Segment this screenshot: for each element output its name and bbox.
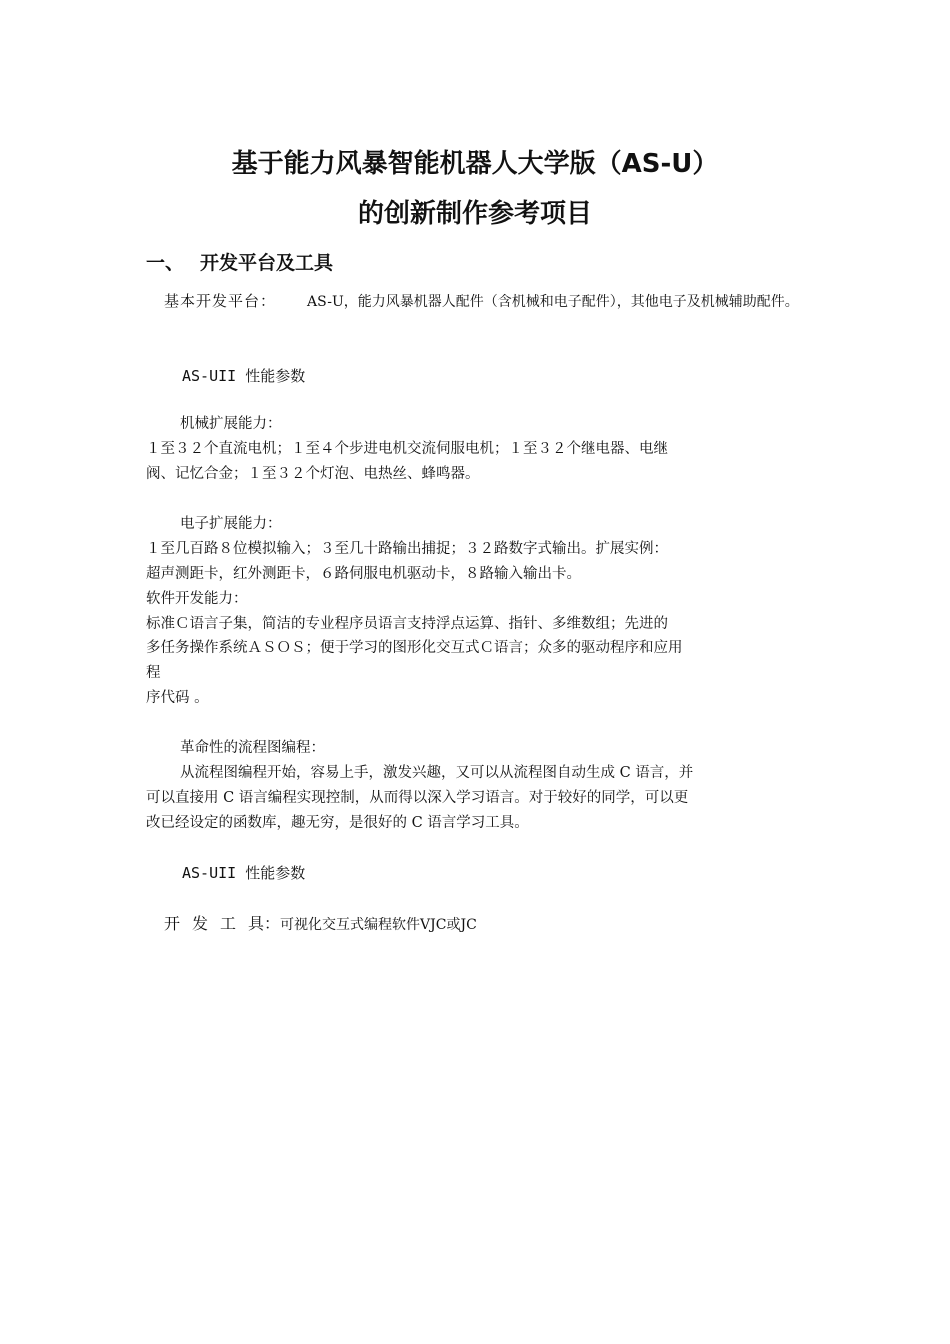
flowchart-line: 可以直接用 C 语言编程实现控制，从而得以深入学习语言。对于较好的同学，可以更 <box>146 790 689 806</box>
electronic-line: １至几百路８位模拟输入；３至几十路输出捕捉；３２路数字式输出。扩展实例： <box>146 541 668 557</box>
software-line: 标准Ｃ语言子集，简洁的专业程序员语言支持浮点运算、指针、多维数组；先进的 <box>146 616 668 632</box>
flowchart-line: 从流程图编程开始，容易上手，激发兴趣，又可以从流程图自动生成 C 语言，并 <box>180 765 694 781</box>
flowchart-heading: 革命性的流程图编程： <box>180 740 325 756</box>
section-title: 开发平台及工具 <box>200 252 334 274</box>
params-heading: AS-UII 性能参数 <box>182 367 306 385</box>
electronic-heading: 电子扩展能力： <box>180 516 282 532</box>
section-number: 一、 <box>146 252 185 274</box>
document-title-line1: 基于能力风暴智能机器人大学版（AS-U） <box>231 149 719 179</box>
mechanical-line: 阀、记忆合金；１至３２个灯泡、电热丝、蜂鸣器。 <box>146 466 480 482</box>
software-line: 程 <box>146 665 161 681</box>
flowchart-line: 改已经设定的函数库，趣无穷，是很好的 C 语言学习工具。 <box>146 815 529 831</box>
dev-tools-line <box>164 912 477 937</box>
software-heading: 软件开发能力： <box>146 591 248 607</box>
dev-tools-label-end: 具： <box>248 914 281 933</box>
platform-label: 基本开发平台： <box>164 292 277 310</box>
software-line: 序代码 。 <box>146 690 209 706</box>
section-heading <box>146 250 333 276</box>
dev-tools-text: 可视化交互式编程软件VJC或JC <box>280 917 477 933</box>
mechanical-line: １至３２个直流电机；１至４个步进电机交流伺服电机；１至３２个继电器、电继 <box>146 441 668 457</box>
mechanical-heading: 机械扩展能力： <box>180 416 282 432</box>
params-heading: AS-UII 性能参数 <box>182 864 306 882</box>
software-line: 多任务操作系统ＡＳＯＳ；便于学习的图形化交互式Ｃ语言；众多的驱动程序和应用 <box>146 640 683 656</box>
platform-text: AS-U，能力风暴机器人配件（含机械和电子配件），其他电子及机械辅助配件。 <box>307 294 799 310</box>
electronic-line: 超声测距卡，红外测距卡，６路伺服电机驱动卡，８路输入输出卡。 <box>146 566 581 582</box>
dev-tools-label: 开发工 <box>164 914 249 933</box>
document-title-line2: 的创新制作参考项目 <box>357 199 592 229</box>
